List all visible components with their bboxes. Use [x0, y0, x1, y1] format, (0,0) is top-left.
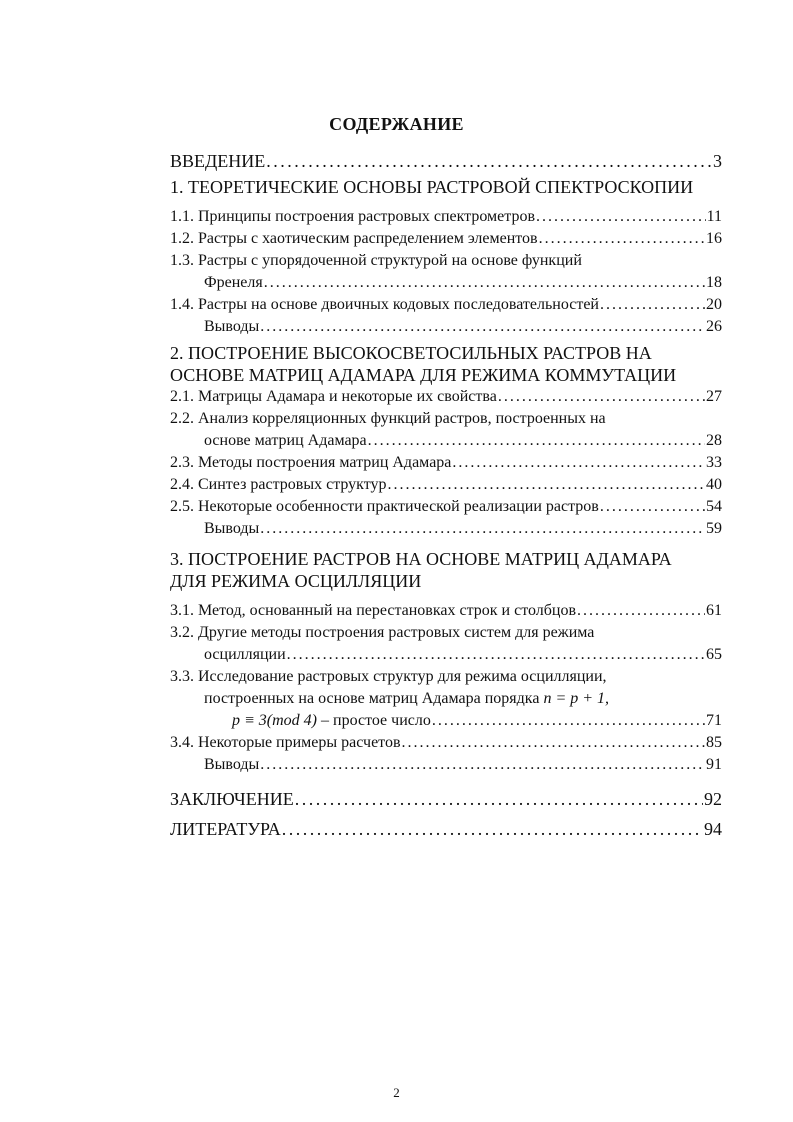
toc-page: 20 [706, 296, 722, 313]
toc-entry-intro [170, 150, 722, 172]
toc-label: Френеля [204, 274, 263, 291]
toc-entry-3-2 [170, 644, 722, 666]
dot-leader [536, 206, 706, 228]
toc-page: 33 [706, 454, 722, 471]
toc-entry-literature [170, 818, 722, 840]
dot-leader [600, 294, 705, 316]
page-number: 2 [393, 1085, 400, 1100]
dot-leader [577, 600, 705, 622]
toc-page: 91 [706, 756, 722, 773]
toc-page: 26 [706, 318, 722, 335]
toc-entry-1-3 [170, 272, 722, 294]
dot-leader [282, 818, 703, 840]
chapter-3-heading-line2: ДЛЯ РЕЖИМА ОСЦИЛЛЯЦИИ [170, 571, 422, 591]
toc-page: 27 [706, 388, 722, 405]
chapter-2-heading-line1: 2. ПОСТРОЕНИЕ ВЫСОКОСВЕТОСИЛЬНЫХ РАСТРОВ НА [170, 343, 652, 363]
toc-label: ЛИТЕРАТУРА [170, 819, 281, 839]
toc-entry-2-5 [170, 496, 722, 518]
dot-leader [498, 386, 705, 408]
toc-entry-2-3 [170, 452, 722, 474]
toc-page: 94 [704, 819, 722, 839]
chapter-3-heading-line1: 3. ПОСТРОЕНИЕ РАСТРОВ НА ОСНОВЕ МАТРИЦ АДАМАРА [170, 549, 672, 569]
toc-label: 1.4. Растры на основе двоичных кодовых последовательностей [170, 296, 599, 313]
toc-label: 3.4. Некоторые примеры расчетов [170, 734, 401, 751]
dot-leader [287, 644, 705, 666]
toc-entry-3-3-line2 [170, 688, 722, 710]
toc-entry-3-4 [170, 732, 722, 754]
toc-text: – простое число [317, 712, 431, 729]
toc-page: 40 [706, 476, 722, 493]
toc-label: 3.1. Метод, основанный на перестановках строк и столбцов [170, 602, 577, 619]
toc-label: Выводы [204, 318, 260, 335]
toc-entry-3-2-line1: 3.2. Другие методы построения растровых систем для режима [170, 624, 595, 641]
dot-leader [266, 150, 712, 172]
modulus-formula: p ≡ 3(mod 4) [232, 712, 318, 729]
toc-entry-2-4 [170, 474, 722, 496]
chapter-2-heading-line2: ОСНОВЕ МАТРИЦ АДАМАРА ДЛЯ РЕЖИМА КОММУТАЦИИ [170, 365, 677, 385]
toc-page: 85 [706, 734, 722, 751]
toc-page: 61 [706, 602, 722, 619]
toc-label: 1.1. Принципы построения растровых спектрометров [170, 208, 536, 225]
toc-entry-2-conclusions [170, 518, 722, 540]
toc-page: 65 [706, 646, 722, 663]
toc-page: 11 [706, 208, 722, 225]
toc-page: 3 [713, 151, 722, 171]
toc-entry-conclusion [170, 788, 722, 810]
toc-label: ВВЕДЕНИЕ [170, 151, 266, 171]
toc-page: 54 [706, 498, 722, 515]
toc-page: 92 [704, 789, 722, 809]
toc-entry-2-2-line1: 2.2. Анализ корреляционных функций растров, построенных на [170, 410, 606, 427]
page-title: СОДЕРЖАНИЕ [329, 114, 464, 134]
toc-entry-3-3 [170, 710, 722, 732]
toc-label: ЗАКЛЮЧЕНИЕ [170, 789, 294, 809]
toc-label: 2.3. Методы построения матриц Адамара [170, 454, 452, 471]
toc-text: построенных на основе матриц Адамара порядка [204, 690, 544, 707]
toc-page: 71 [706, 712, 722, 729]
toc-page: 28 [706, 432, 722, 449]
dot-leader [260, 316, 705, 338]
dot-leader [402, 732, 705, 754]
chapter-1-heading: 1. ТЕОРЕТИЧЕСКИЕ ОСНОВЫ РАСТРОВОЙ СПЕКТРОСКОПИИ [170, 177, 694, 197]
toc-label: Выводы [204, 520, 260, 537]
toc-entry-1-2 [170, 228, 722, 250]
toc-label: основе матриц Адамара [204, 432, 367, 449]
dot-leader [260, 518, 705, 540]
toc-label: 1.2. Растры с хаотическим распределением элементов [170, 230, 538, 247]
toc-page: 16 [706, 230, 722, 247]
dot-leader [260, 754, 705, 776]
toc-label [232, 710, 431, 732]
toc-entry-2-2 [170, 430, 722, 452]
dot-leader [264, 272, 705, 294]
dot-leader [452, 452, 705, 474]
toc-label: Выводы [204, 756, 260, 773]
order-formula: n = p + 1, [543, 690, 610, 707]
toc-entry-1-3-line1: 1.3. Растры с упорядоченной структурой на основе функций [170, 252, 582, 269]
dot-leader [388, 474, 705, 496]
dot-leader [295, 788, 703, 810]
toc-entry-2-1 [170, 386, 722, 408]
toc-entry-1-conclusions [170, 316, 722, 338]
toc-entry-3-1 [170, 600, 722, 622]
toc-page: 59 [706, 520, 722, 537]
dot-leader [600, 496, 705, 518]
table-of-contents [170, 150, 722, 840]
toc-label: 2.1. Матрицы Адамара и некоторые их свойства [170, 388, 497, 405]
toc-entry-1-1 [170, 206, 722, 228]
dot-leader [368, 430, 705, 452]
toc-label: 2.4. Синтез растровых структур [170, 476, 387, 493]
toc-page: 18 [706, 274, 722, 291]
toc-entry-3-conclusions [170, 754, 722, 776]
toc-entry-3-3-line1: 3.3. Исследование растровых структур для режима осцилляции, [170, 668, 607, 685]
toc-label: 2.5. Некоторые особенности практической реализации растров [170, 498, 599, 515]
toc-label: осцилляции [204, 646, 286, 663]
dot-leader [539, 228, 705, 250]
toc-entry-1-4 [170, 294, 722, 316]
dot-leader [432, 710, 705, 732]
